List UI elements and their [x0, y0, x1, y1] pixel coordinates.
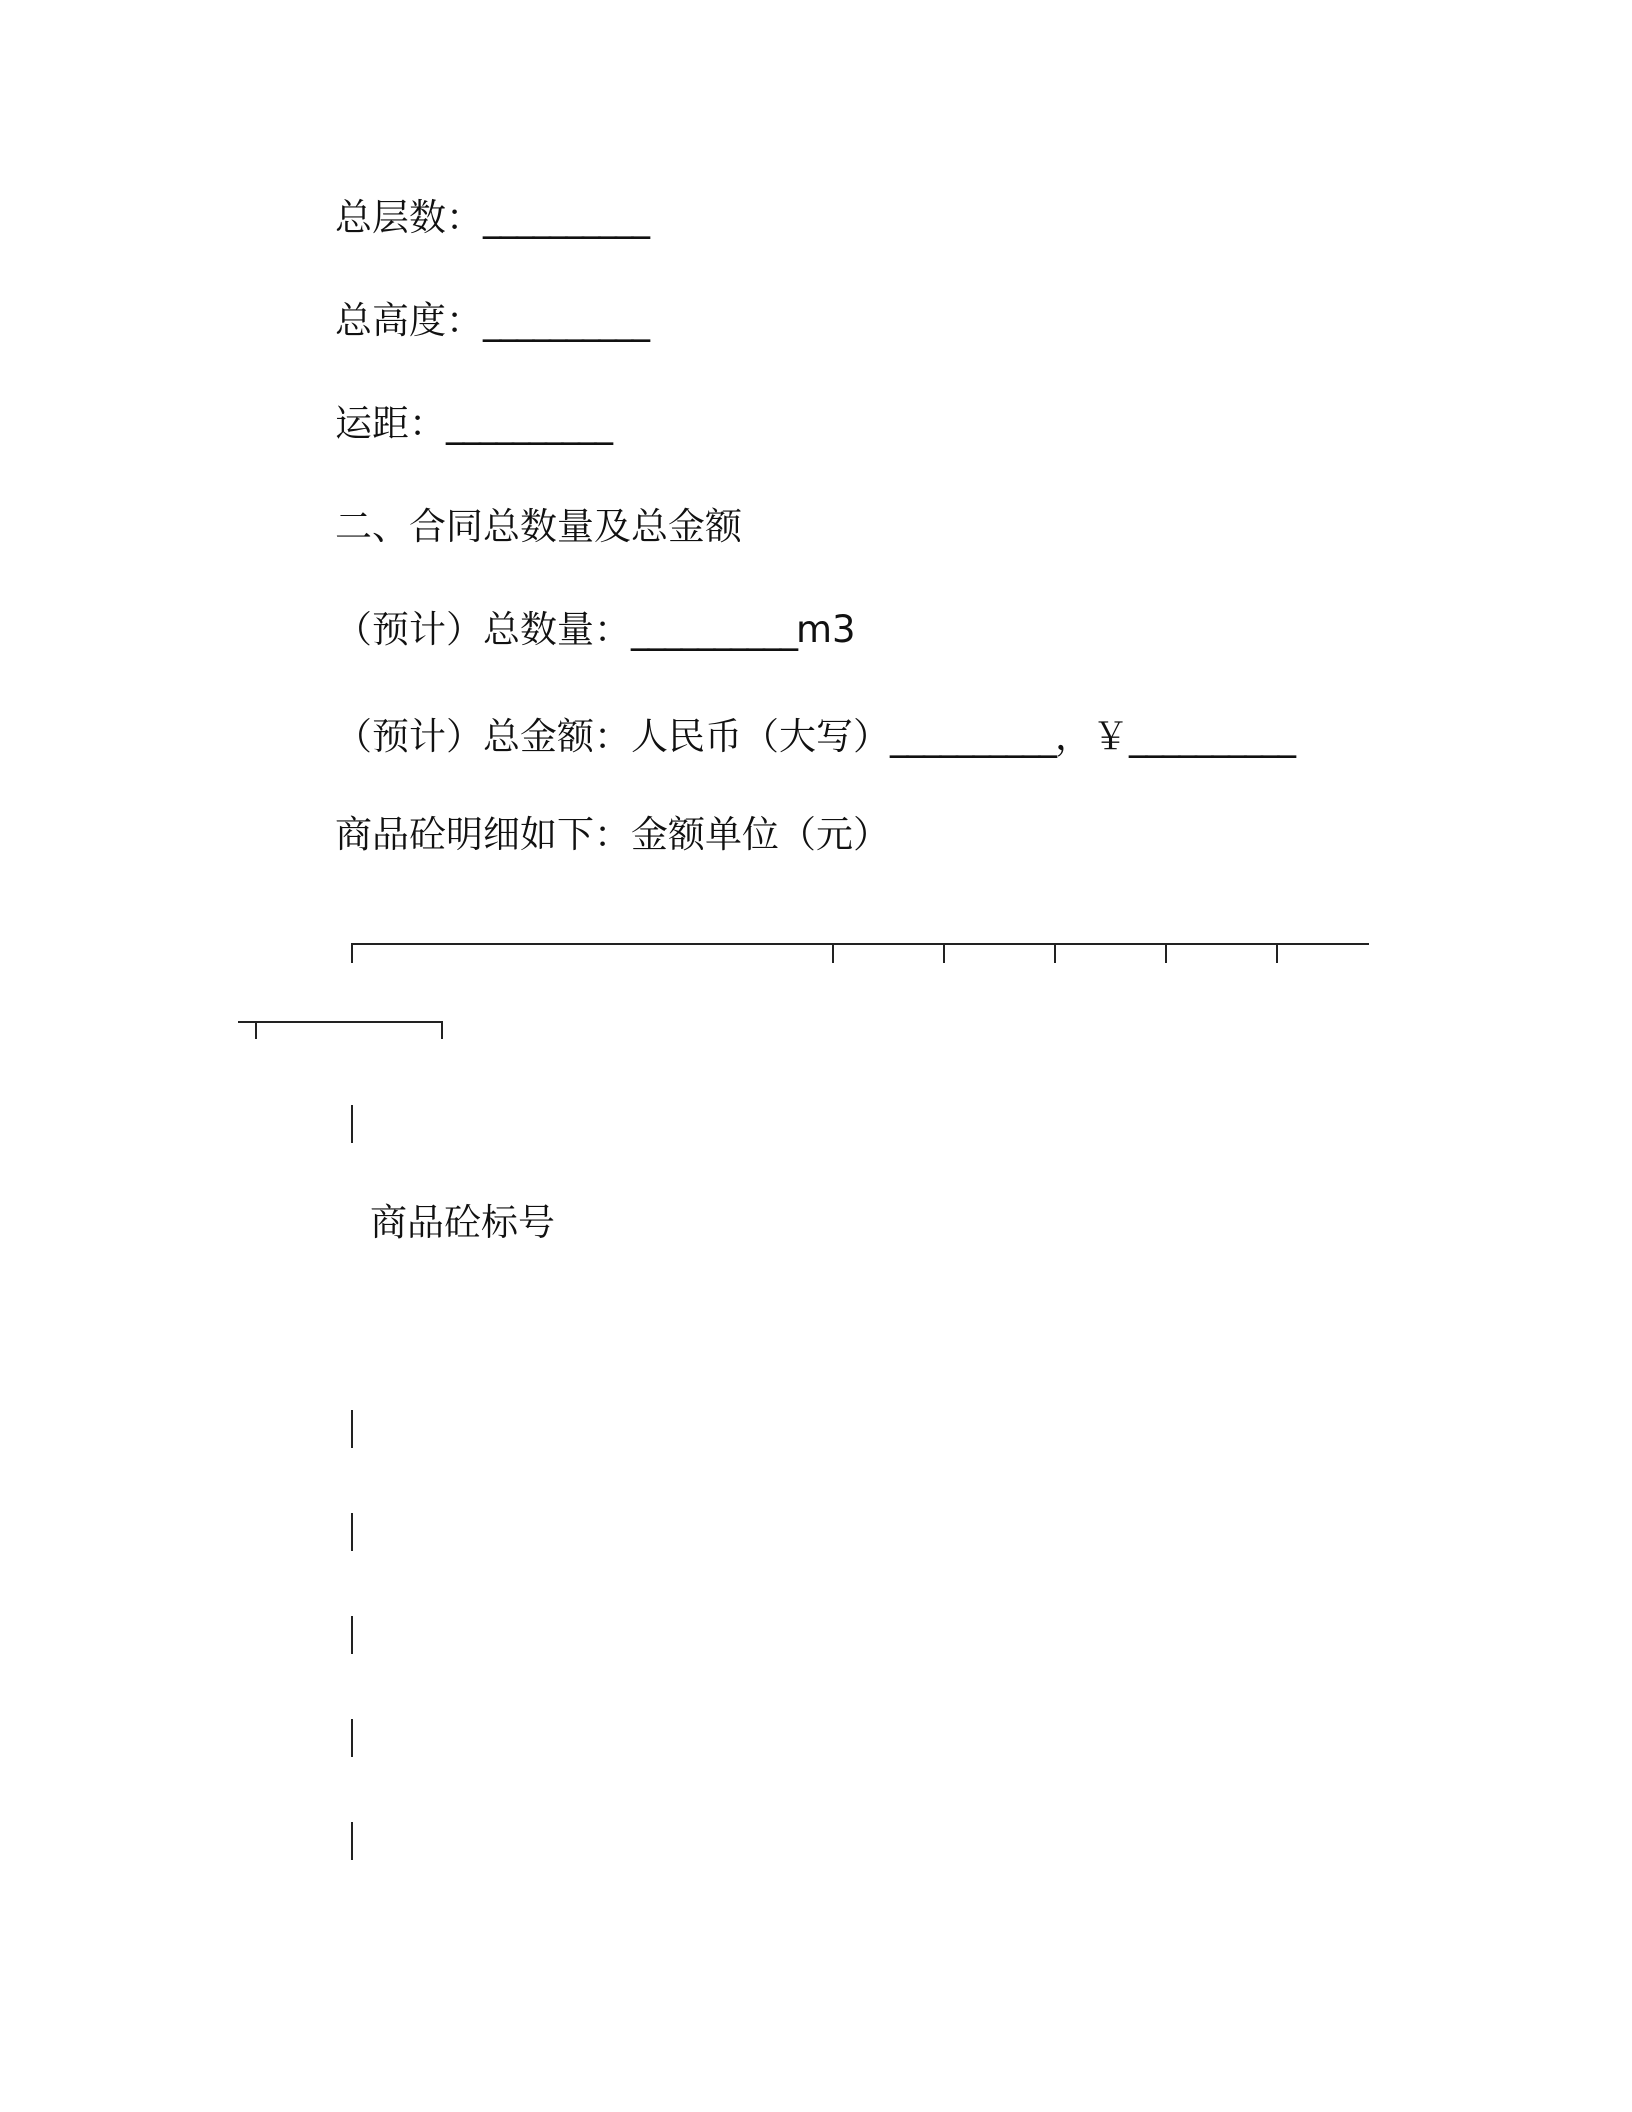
concrete-grade-header: 商品砼标号 [370, 1201, 555, 1244]
amount-words-blank: __________ [890, 715, 1055, 758]
column-divider [832, 943, 834, 963]
distance-line [335, 402, 611, 446]
row-left-border [351, 1719, 353, 1757]
column-divider [943, 943, 945, 963]
estimated-amount-label: （预计）总金额：人民币（大写） [335, 715, 890, 758]
total-height-label: 总高度： [335, 299, 483, 342]
subheader-left-tick [255, 1021, 257, 1039]
estimated-quantity-blank: __________ [631, 608, 796, 651]
subheader-border [238, 1021, 443, 1023]
row-left-border [351, 1513, 353, 1551]
row-left-border [351, 1105, 353, 1143]
subheader-right-tick [441, 1021, 443, 1039]
column-divider [1276, 943, 1278, 963]
total-height-blank: __________ [483, 299, 648, 342]
row-left-border [351, 1616, 353, 1654]
section-heading: 二、合同总数量及总金额 [335, 505, 742, 548]
table-top-border [351, 943, 1369, 945]
detail-caption: 商品砼明细如下：金额单位（元） [335, 813, 890, 856]
estimated-amount-line [335, 715, 1294, 759]
column-divider [1165, 943, 1167, 963]
distance-label: 运距： [335, 402, 446, 445]
total-floors-blank: __________ [483, 196, 648, 239]
table-left-tick [351, 943, 353, 963]
estimated-quantity-line [335, 608, 856, 652]
total-height-line [335, 299, 648, 343]
total-floors-line [335, 196, 648, 240]
total-floors-label: 总层数： [335, 196, 483, 239]
column-divider [1054, 943, 1056, 963]
row-left-border [351, 1822, 353, 1860]
row-left-border [351, 1410, 353, 1448]
distance-blank: __________ [446, 402, 611, 445]
estimated-quantity-label: （预计）总数量： [335, 608, 631, 651]
amount-number-blank: __________ [1129, 715, 1294, 758]
quantity-unit: m3 [796, 608, 856, 651]
amount-separator: ，￥ [1055, 715, 1129, 758]
